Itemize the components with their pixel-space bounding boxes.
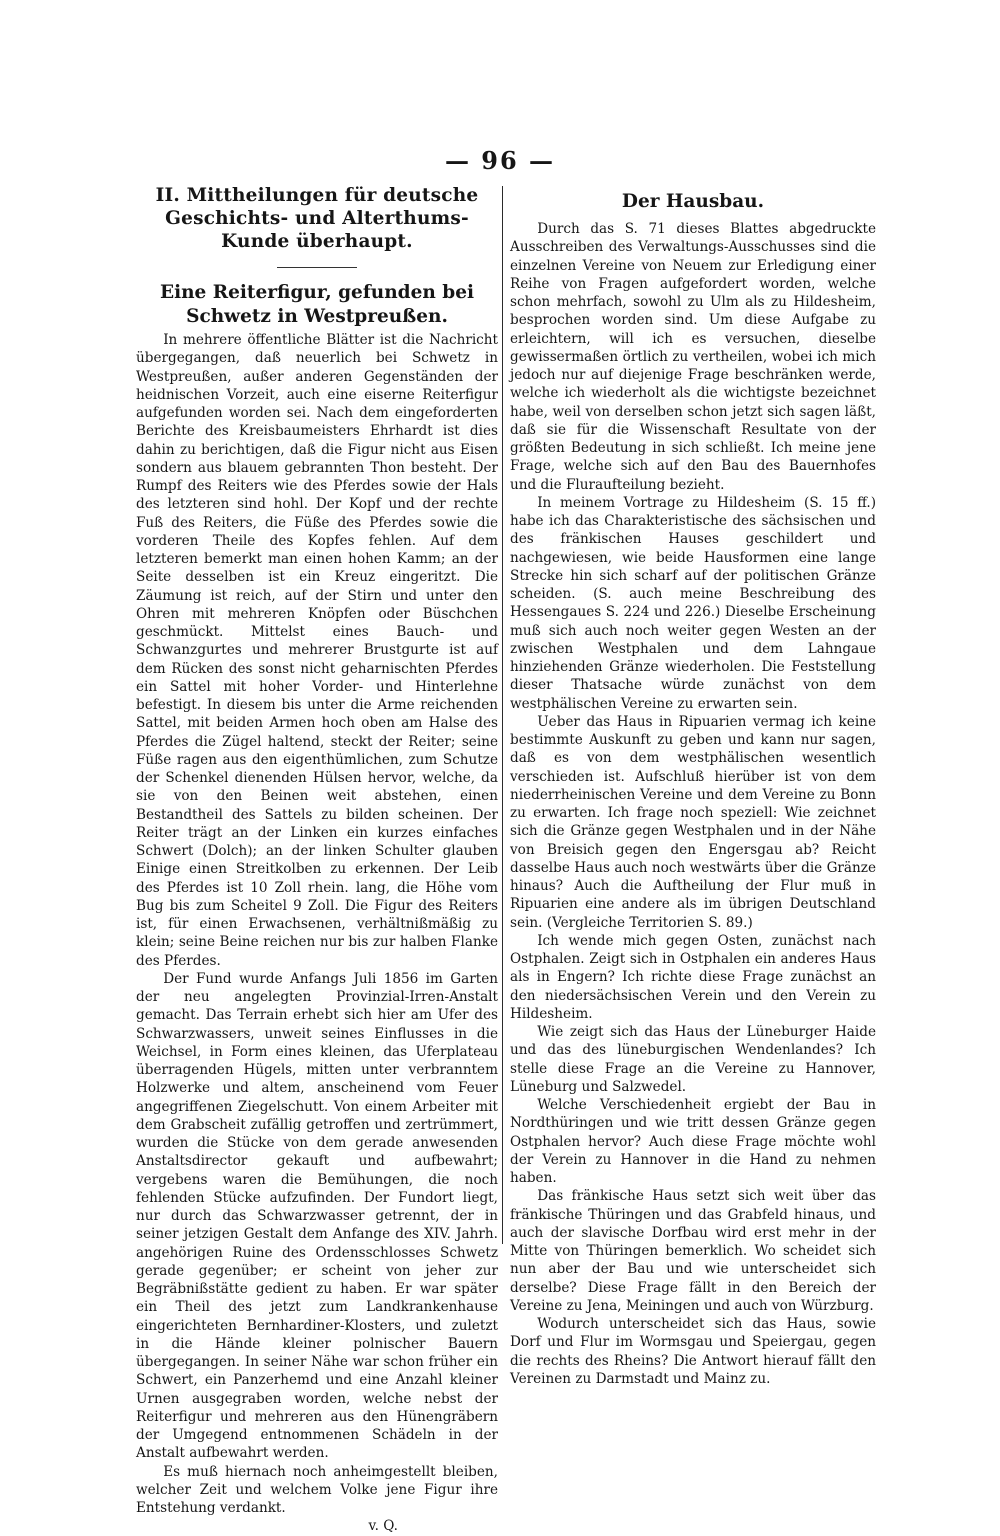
article-paragraph: Der Fund wurde Anfangs Juli 1856 im Garten der neu angelegten Provinzial-Irren-Anstalt gemacht. Das Terrain erhebt sich hier am Ufer des Schwarzwassers, unweit seines Einflusses in die Weichsel, in Form eines kleinen, das Uferplateau überragenden Hügels, mitten unter verbranntem Holzwerke und altem, anscheinend vom Feuer angegriffenen Ziegelschutt. Von einem Arbeiter mit dem Grabscheit zufällig getroffen und zertrümmert, wurden die Stücke von dem gerade anwesenden Anstaltsdirector gekauft und aufbewahrt; vergebens waren die Bemühungen, die noch fehlenden Stücke aufzufinden. Der Fundort liegt, nur durch das Schwarzwasser getrennt, der in seiner jetzigen Gestalt dem Anfange des XIV. Jahrh. angehörigen Ruine des Ordensschlosses Schwetz gerade gegenüber; er scheint von jeher zur Begräbnißstätte gedient zu haben. Er war später ein Theil des jetzt zum Landkrankenhause eingerichteten Bernhardiner-Klosters, und zuletzt in die Hände kleiner polnischer Bauern übergegangen. In seiner Nähe war schon früher ein Schwert, ein Panzerhemd und eine Anzahl kleiner Urnen ausgegraben worden, welche nebst der Reiterfigur und mehreren aus den Hünengräbern der Umgegend entnommenen Schädeln in der Anstalt aufbewahrt werden. bbox=[136, 970, 498, 1462]
article-paragraph: In mehrere öffentliche Blätter ist die Nachricht übergegangen, daß neuerlich bei Schwetz in Westpreußen, außer anderen Gegenständen der heidnischen Vorzeit, auch eine eiserne Reiterfigur aufgefunden worden sei. Nach dem eingeforderten Berichte des Kreisbaumeisters Ehrhardt ist dies dahin zu berichtigen, daß die Figur nicht aus Eisen sondern aus blauem gebrannten Thon besteht. Der Rumpf des Reiters wie des Pferdes sowie der Hals des letzteren sind hohl. Der Kopf und der rechte Fuß des Reiters, die Füße des Pferdes sowie die vorderen Theile des Kopfes fehlen. Auf dem letzteren bemerkt man einen hohen Kamm; an der Seite desselben ist ein Kreuz eingeritzt. Die Zäumung ist reich, auf der Stirn und unter den Ohren mit mehreren Knöpfen oder Büschchen geschmückt. Mittelst eines Bauch- und Schwanzgurtes und mehrerer Brustgurte ist auf dem Rücken des sonst nicht geharnischten Pferdes ein Sattel mit hoher Vorder- und Hinterlehne befestigt. In diesem bis unter die Arme reichenden Sattel, mit beiden Armen hoch oben am Halse des Pferdes die Zügel haltend, steckt der Reiter; seine Füße ragen aus den eigenthümlichen, zum Schutze der Schenkel dienenden Hülsen hervor, welche, da sie von den Beinen weit abstehen, einen Bestandtheil des Sattels zu bilden scheinen. Der Reiter trägt an der Linken ein kurzes einfaches Schwert (Dolch); an der linken Schulter glauben Einige einen Streitkolben zu erkennen. Der Leib des Pferdes ist 10 Zoll rhein. lang, die Höhe vom Bug bis zum Scheitel 9 Zoll. Die Figur des Reiters ist, für einen Erwachsenen, verhältnißmäßig zu klein; seine Beine reichen nur bis zur halben Flanke des Pferdes. bbox=[136, 332, 498, 969]
left-column bbox=[136, 184, 498, 1536]
article-paragraph: Ueber das Haus in Ripuarien vermag ich keine bestimmte Auskunft zu geben und kann nur sagen, daß es von dem westphälischen wesentlich verschieden ist. Aufschluß hierüber ist von dem niederrheinischen Vereine und dem Vereine zu Bonn zu erwarten. Ich frage noch speziell: Wie zeichnet sich die Gränze gegen Westphalen und in der Nähe von Breisich gegen den Engersgau ab? Reicht dasselbe Haus auch noch westwärts über die Gränze hinaus? Auch die Auftheilung der Flur muß in Ripuarien eine andere als im übrigen Deutschland sein. (Vergleiche Territorien S. 89.) bbox=[510, 713, 876, 931]
article-paragraph: Wie zeigt sich das Haus der Lüneburger Haide und das des lüneburgischen Wendenlandes? Ich stelle diese Frage an die Vereine zu Hannover, Lüneburg und Salzwedel. bbox=[510, 1024, 876, 1095]
article-signature: v. Q. bbox=[368, 1518, 398, 1535]
article-paragraph: Es muß hiernach noch anheimgestellt bleiben, welcher Zeit und welchem Volke jene Figur ihre Entstehung verdankt. bbox=[136, 1463, 498, 1516]
article-paragraph: Durch das S. 71 dieses Blattes abgedruckte Ausschreiben des Verwaltungs-Ausschusses sind die einzelnen Vereine von Neuem zur Erledigung einer Reihe von Fragen aufgefordert worden, welche schon mehrfach, sowohl zu Ulm als zu Hildesheim, besprochen worden sind. Um diese Aufgabe zu erleichtern, will ich es versuchen, dieselbe gewissermaßen örtlich zu vertheilen, wobei ich mich jedoch nur auf diejenige Frage beschränken werde, welche ich wiederholt als die wichtigste bezeichnet habe, weil von derselben schon jetzt sich sagen läßt, daß sie für die Wissenschaft Resultate von der größten Bedeutung in sich schließt. Ich meine jene Frage, welche sich auf den Bau des Bauernhofes und die Fluraufteilung bezieht. bbox=[510, 221, 876, 493]
article-paragraph: Welche Verschiedenheit ergiebt der Bau in Nordthüringen und wie tritt dessen Gränze gegen Ostphalen hervor? Auch diese Frage möchte wohl der Verein zu Hannover in die Hand zu nehmen haben. bbox=[510, 1097, 876, 1186]
article-title-hausbau: Der Hausbau. bbox=[621, 191, 765, 212]
section-heading: II. Mittheilungen für deutsche Geschichts- und Alterthums-Kunde überhaupt. bbox=[155, 185, 479, 252]
column-divider bbox=[502, 186, 503, 1244]
article-paragraph: Ich wende mich gegen Osten, zunächst nach Ostphalen. Zeigt sich in Ostphalen ein anderes Haus als in Engern? Ich richte diese Frage zunächst an den niedersächsischen Verein und den Verein zu Hildesheim. bbox=[510, 932, 876, 1022]
right-column bbox=[510, 184, 876, 1388]
page-number: — 96 — bbox=[444, 146, 556, 175]
heading-divider bbox=[277, 267, 357, 268]
article-title-reiterfigur: Eine Reiterfigur, gefunden bei Schwetz in Westpreußen. bbox=[159, 282, 475, 327]
article-paragraph: Das fränkische Haus setzt sich weit über das fränkische Thüringen und das Grabfeld hinaus, und auch der slavische Dorfbau wird erst mehr in der Mitte von Thüringen bemerklich. Wo scheidet sich nun aber der Bau und wie unterscheidet sich derselbe? Diese Frage fällt in den Bereich der Vereine zu Jena, Meiningen und auch von Würzburg. bbox=[510, 1188, 876, 1314]
article-paragraph: Wodurch unterscheidet sich das Haus, sowie Dorf und Flur im Wormsgau und Speiergau, gegen die rechts des Rheins? Die Antwort hierauf fällt den Vereinen zu Darmstadt und Mainz zu. bbox=[510, 1316, 876, 1387]
article-paragraph: In meinem Vortrage zu Hildesheim (S. 15 ff.) habe ich das Charakteristische des sächsischen und des fränkischen Hauses geschildert und nachgewiesen, wie beide Hausformen eine lange Strecke hin sich scharf auf der politischen Gränze scheiden. (S. auch meine Beschreibung des Hessengaues S. 224 und 226.) Dieselbe Erscheinung muß sich auch noch weiter gegen Westen an der zwischen Westphalen und dem Lahngaue hinziehenden Gränze wiederholen. Die Feststellung dieser Thatsache würde zunächst von dem westphälischen Vereine zu erwarten sein. bbox=[510, 494, 876, 712]
